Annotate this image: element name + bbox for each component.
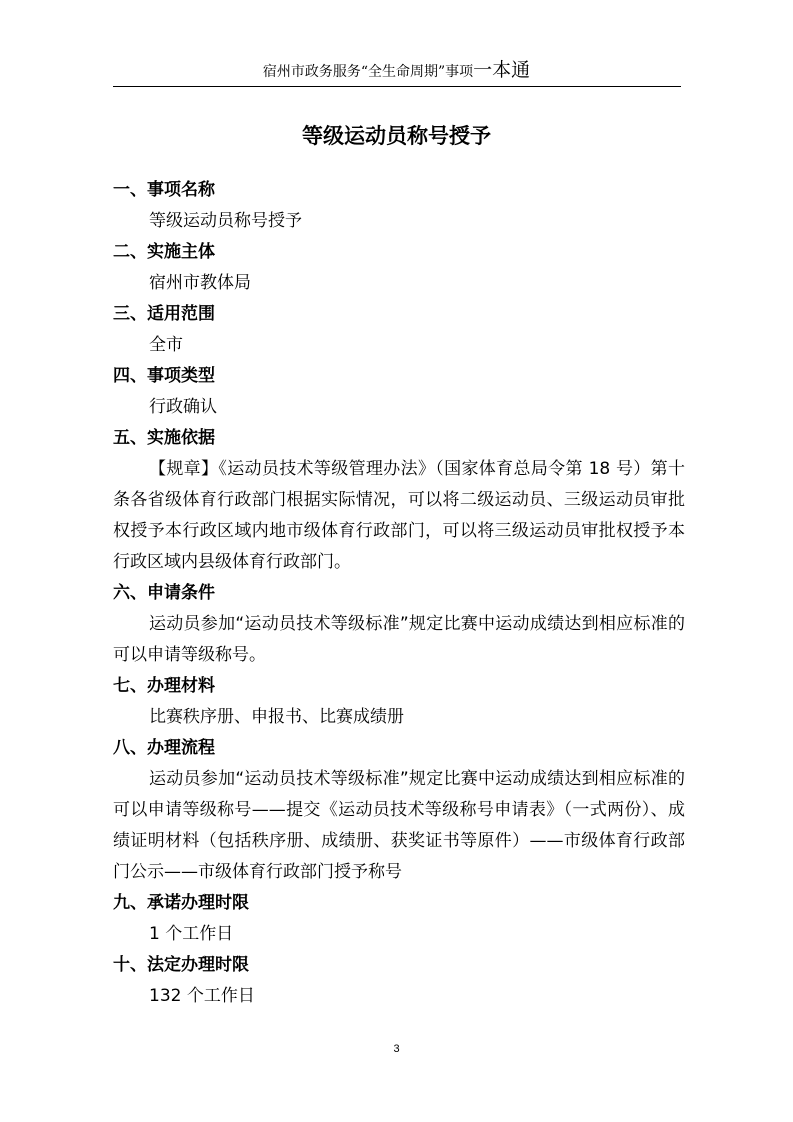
page-number: 3 [393,1043,400,1055]
header-text-large: 一本通 [473,59,531,81]
section-body-scope: 全市 [149,335,183,355]
section-body-implementing-body: 宿州市教体局 [149,273,251,293]
section-heading-item-name: 一、事项名称 [113,180,215,200]
section-heading-materials: 七、办理材料 [113,676,215,696]
section-heading-promised-time-limit: 九、承诺办理时限 [113,893,249,913]
section-body-statutory-time-limit: 132 个工作日 [149,986,255,1006]
header-divider [113,86,681,87]
section-body-legal-basis: 【规章】《运动员技术等级管理办法》（国家体育总局令第 18 号）第十条各省级体育行政部门根据实际情况，可以将二级运动员、三级运动员审批权授予本行政区域内地市级体育行政部门，可以将三级运动员审批权授予本行政区域内县级体育行政部门。 [113,459,685,572]
section-body-item-name: 等级运动员称号授予 [149,211,302,231]
section-heading-statutory-time-limit: 十、法定办理时限 [113,955,249,975]
section-heading-application-conditions: 六、申请条件 [113,583,215,603]
section-heading-implementing-body: 二、实施主体 [113,242,215,262]
document-body [113,175,685,1012]
page-header [0,60,793,82]
header-text: 宿州市政务服务“全生命周期”事项 [262,64,474,80]
section-heading-scope: 三、适用范围 [113,304,215,324]
section-body-application-conditions: 运动员参加“运动员技术等级标准”规定比赛中运动成绩达到相应标准的可以申请等级称号。 [113,614,685,665]
section-body-process: 运动员参加“运动员技术等级标准”规定比赛中运动成绩达到相应标准的可以申请等级称号——提交《运动员技术等级称号申请表》（一式两份）、成绩证明材料（包括秩序册、成绩册、获奖证书等原件）——市级体育行政部门公示——市级体育行政部门授予称号 [113,769,685,882]
section-body-materials: 比赛秩序册、申报书、比赛成绩册 [149,707,404,727]
section-heading-process: 八、办理流程 [113,738,215,758]
document-title: 等级运动员称号授予 [302,124,491,148]
section-heading-legal-basis: 五、实施依据 [113,428,215,448]
section-body-promised-time-limit: 1 个工作日 [149,924,234,944]
section-body-item-type: 行政确认 [149,397,217,417]
section-heading-item-type: 四、事项类型 [113,366,215,386]
